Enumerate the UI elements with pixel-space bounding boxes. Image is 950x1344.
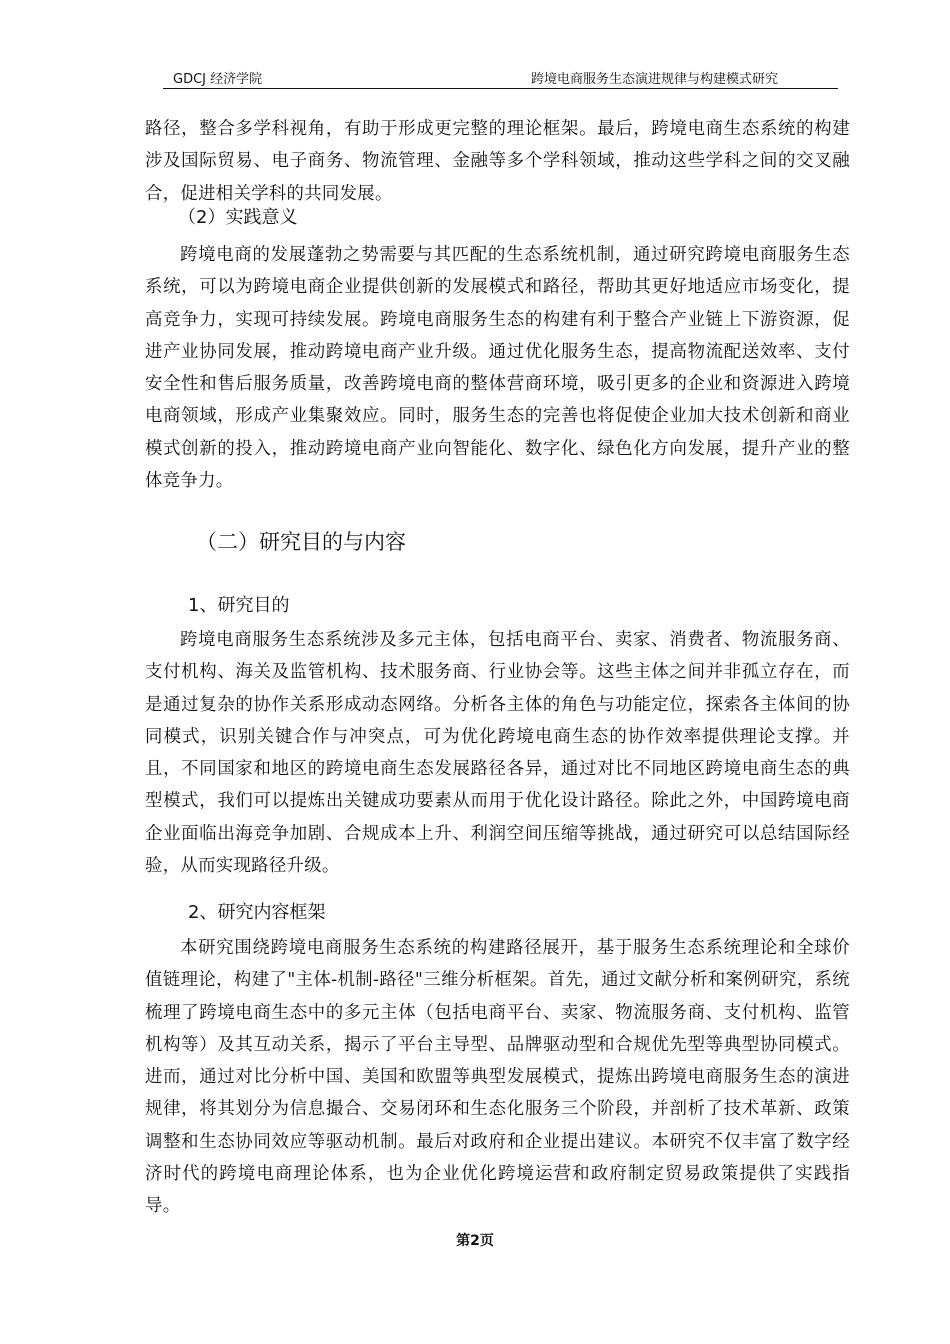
page-number: 第2页	[456, 1233, 494, 1249]
section-heading-research-purpose-content: （二）研究目的与内容	[196, 530, 406, 554]
paragraph-research-framework: 本研究围绕跨境电商服务生态系统的构建路径展开，基于服务生态系统理论和全球价值链理论，构建了"主体-机制-路径"三维分析框架。首先，通过文献分析和案例研究，系统梳理了跨境电商生态中的多元主体（包括电商平台、卖家、物流服务商、支付机构、监管机构等）及其互动关系，揭示了平台主导型、品牌驱动型和合规优先型等典型协同模式。进而，通过对比分析中国、美国和欧盟等典型发展模式，提炼出跨境电商服务生态的演进规律，将其划分为信息撮合、交易闭环和生态化服务三个阶段，并剖析了技术革新、政策调整和生态协同效应等驱动机制。最后对政府和企业提出建议。本研究不仅丰富了数字经济时代的跨境电商理论体系，也为企业优化跨境运营和政府制定贸易政策提供了实践指导。	[145, 938, 850, 1217]
heading-research-purpose: 1、研究目的	[188, 595, 290, 616]
heading-practical-significance: （2）实践意义	[178, 207, 298, 228]
paragraph-continued: 路径，整合多学科视角，有助于形成更完整的理论框架。最后，跨境电商生态系统的构建涉及国际贸易、电子商务、物流管理、金融等多个学科领域，推动这些学科之间的交叉融合，促进相关学科的共同发展。	[145, 119, 850, 204]
header-title: 跨境电商服务生态演进规律与构建模式研究	[530, 72, 778, 87]
paragraph-research-purpose: 跨境电商服务生态系统涉及多元主体，包括电商平台、卖家、消费者、物流服务商、支付机构、海关及监管机构、技术服务商、行业协会等。这些主体之间并非孤立存在，而是通过复杂的协作关系形成动态网络。分析各主体的角色与功能定位，探索各主体间的协同模式，识别关键合作与冲突点，可为优化跨境电商生态的协作效率提供理论支撑。并且，不同国家和地区的跨境电商生态发展路径各异，通过对比不同地区跨境电商生态的典型模式，我们可以提炼出关键成功要素从而用于优化设计路径。除此之外，中国跨境电商企业面临出海竞争加剧、合规成本上升、利润空间压缩等挑战，通过研究可以总结国际经验，从而实现路径升级。	[145, 630, 850, 877]
header-institution: GDCJ 经济学院	[173, 72, 263, 87]
paragraph-practical-significance: 跨境电商的发展蓬勃之势需要与其匹配的生态系统机制，通过研究跨境电商服务生态系统，可以为跨境电商企业提供创新的发展模式和路径，帮助其更好地适应市场变化，提高竞争力，实现可持续发展。跨境电商服务生态的构建有利于整合产业链上下游资源，促进产业协同发展，推动跨境电商产业升级。通过优化服务生态，提高物流配送效率、支付安全性和售后服务质量，改善跨境电商的整体营商环境，吸引更多的企业和资源进入跨境电商领域，形成产业集聚效应。同时，服务生态的完善也将促使企业加大技术创新和商业模式创新的投入，推动跨境电商产业向智能化、数字化、绿色化方向发展，提升产业的整体竞争力。	[145, 245, 850, 492]
page-header	[163, 66, 838, 89]
heading-research-framework: 2、研究内容框架	[188, 902, 326, 923]
